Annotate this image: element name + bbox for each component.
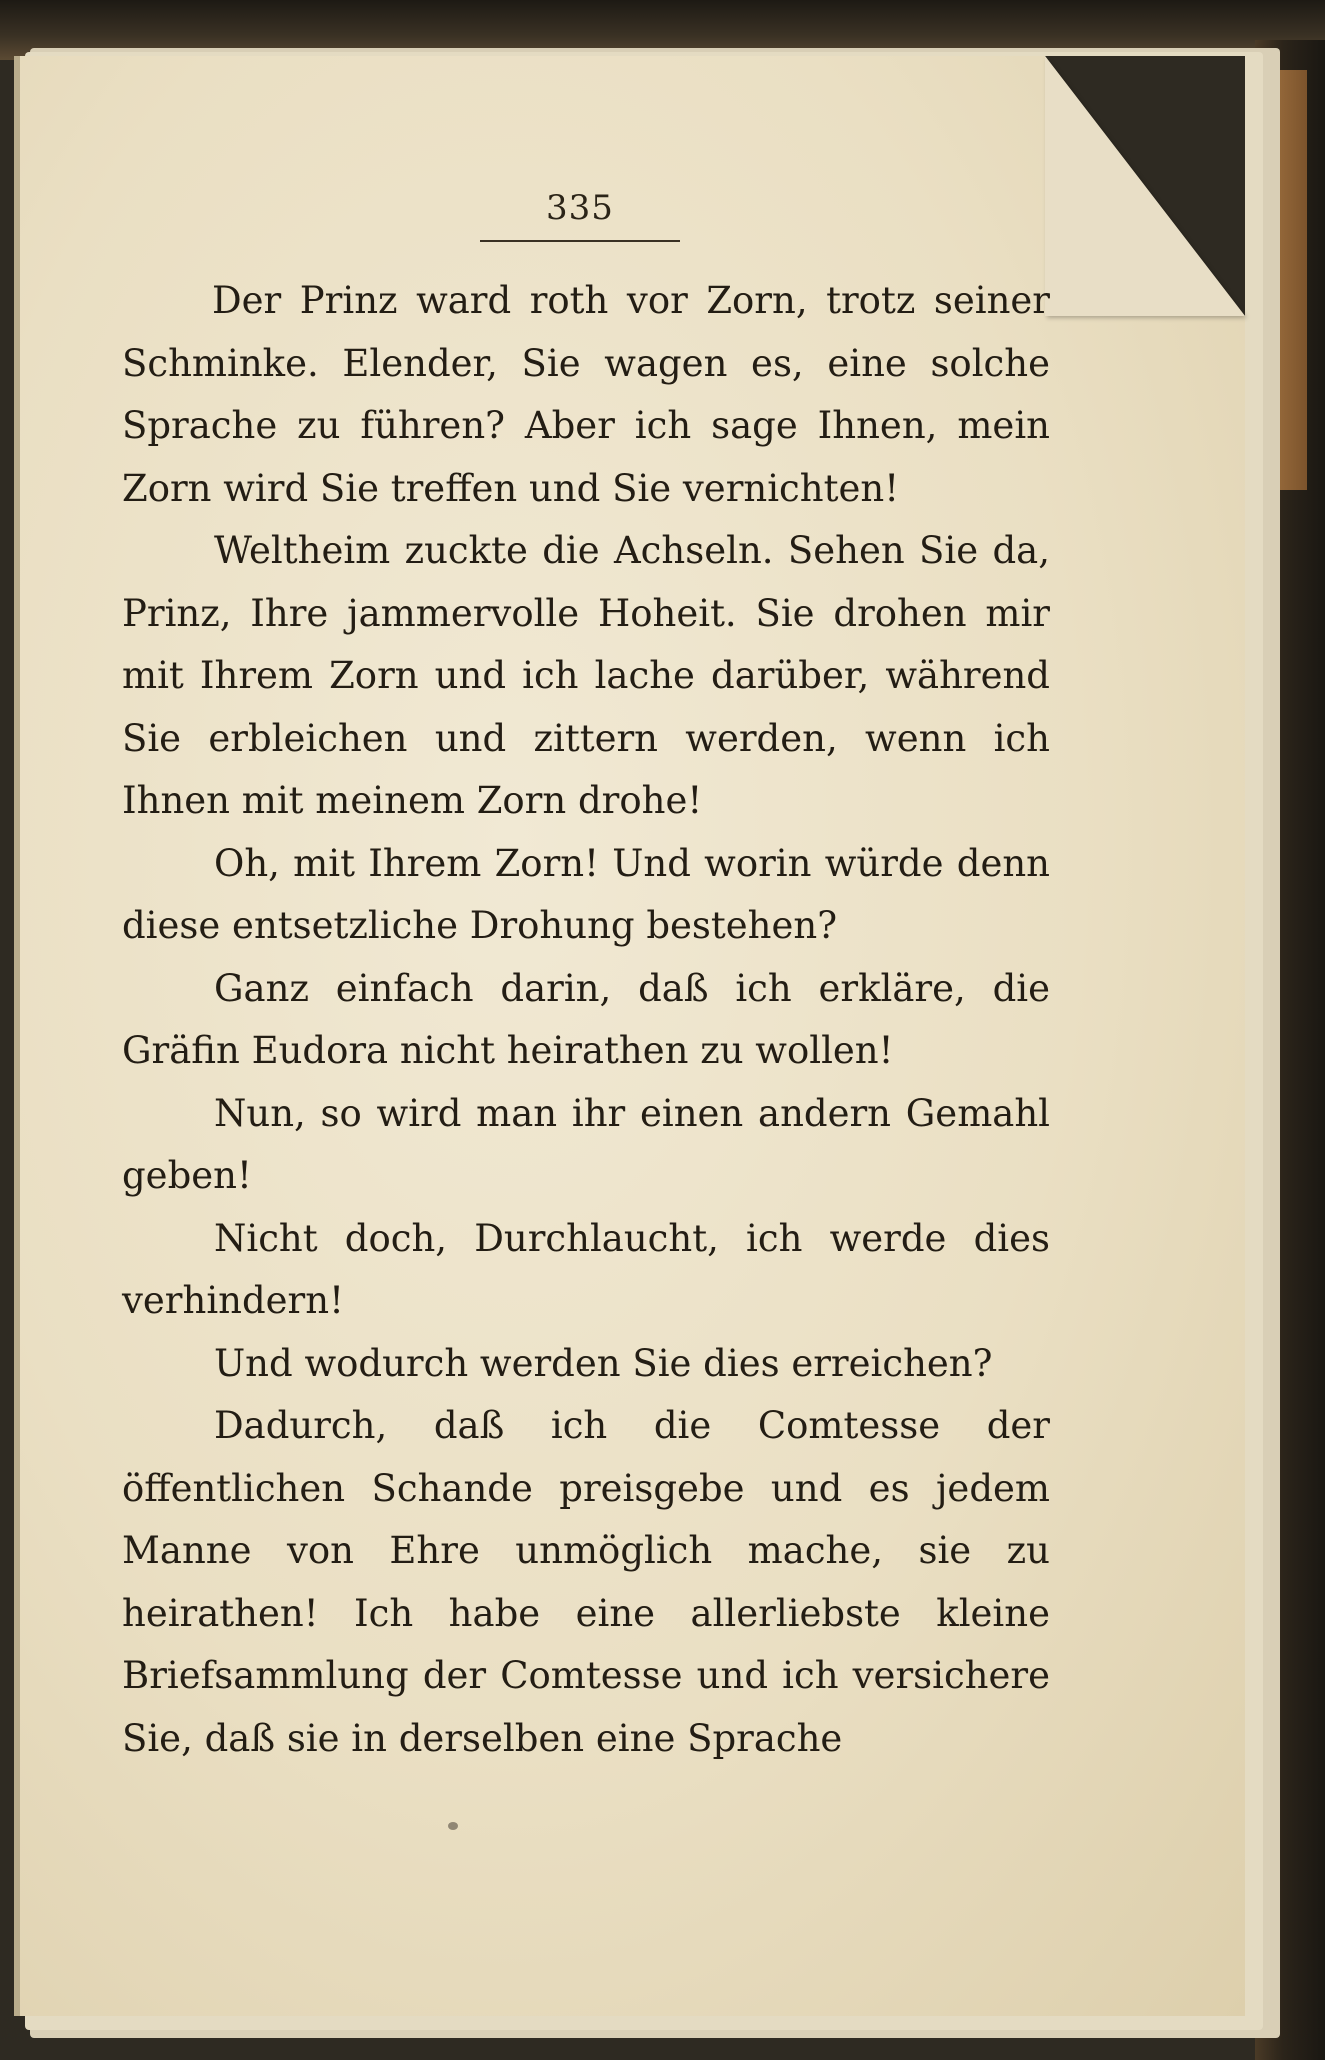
folded-corner-flap <box>1045 56 1245 316</box>
paragraph: Oh, mit Ihrem Zorn! Und worin würde denn diese entsetzliche Drohung bestehen? <box>122 841 1050 947</box>
page-body-text <box>122 270 1050 1770</box>
paragraph: Nun, so wird man ihr einen andern Gemahl geben! <box>122 1091 1050 1197</box>
ink-speck <box>448 1822 458 1830</box>
paragraph: Weltheim zuckte die Achseln. Sehen Sie da, Prinz, Ihre jammervolle Hoheit. Sie drohen mir mit Ihrem Zorn und ich lache darüber, während Sie erbleichen und zittern werden, wenn ich Ihnen mit meinem Zorn drohe! <box>122 529 1050 822</box>
page-number: 335 <box>546 188 614 228</box>
page-number-rule <box>480 240 680 242</box>
paragraph: Dadurch, daß ich die Comtesse der öffentlichen Schande preisgebe und es jedem Manne von Ehre unmöglich mache, sie zu heirathen! Ich habe eine allerliebste kleine Briefsammlung der Comtesse und ich versichere Sie, daß sie in derselben eine Sprache <box>122 1404 1050 1760</box>
paragraph: Nicht doch, Durchlaucht, ich werde dies verhindern! <box>122 1216 1050 1322</box>
paragraph: Ganz einfach darin, daß ich erkläre, die Gräfin Eudora nicht heirathen zu wollen! <box>122 966 1050 1072</box>
paragraph: Und wodurch werden Sie dies erreichen? <box>214 1341 993 1385</box>
paragraph: Der Prinz ward roth vor Zorn, trotz seiner Schminke. Elender, Sie wagen es, eine solche Sprache zu führen? Aber ich sage Ihnen, mein Zorn wird Sie treffen und Sie vernichten! <box>122 279 1050 510</box>
